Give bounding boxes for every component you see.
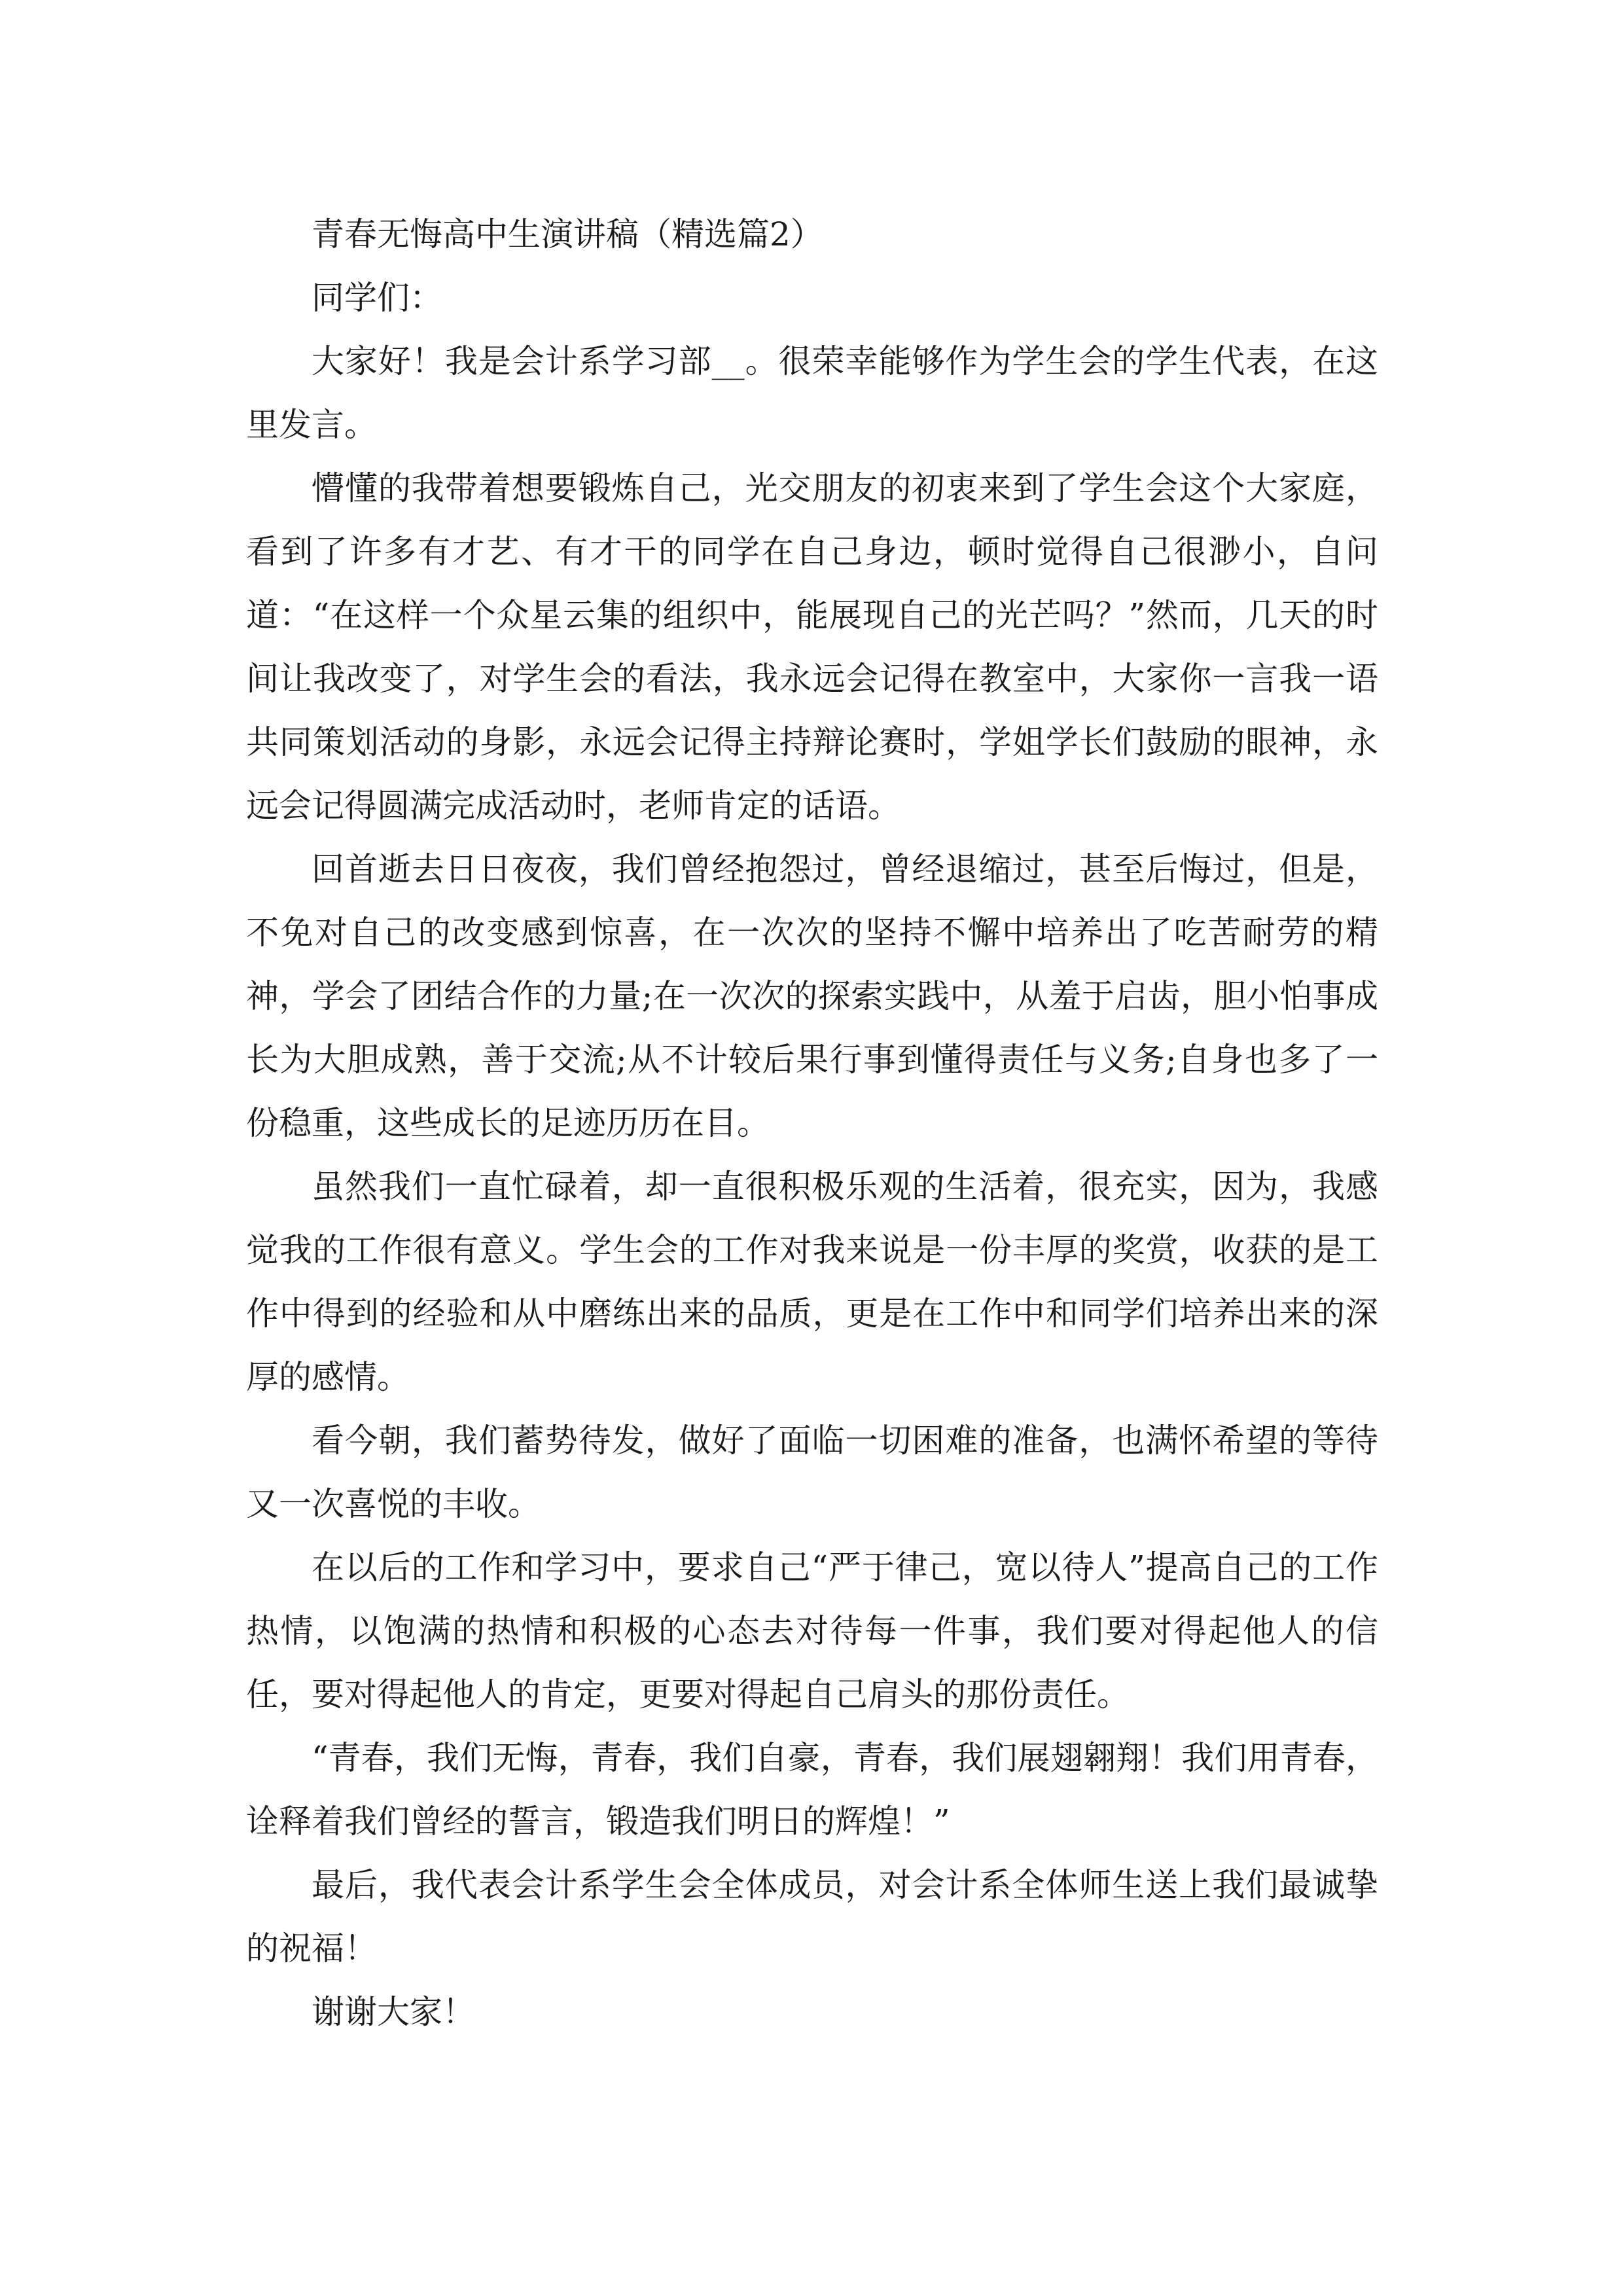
- paragraph: 懵懂的我带着想要锻炼自己，光交朋友的初衷来到了学生会这个大家庭，看到了许多有才艺、有才干的同学在自己身边，顿时觉得自己很渺小，自问道：“在这样一个众星云集的组织中，能展现自己的光芒吗？”然而，几天的时间让我改变了，对学生会的看法，我永远会记得在教室中，大家你一言我一语共同策划活动的身影，永远会记得主持辩论赛时，学姐学长们鼓励的眼神，永远会记得圆满完成活动时，老师肯定的话语。: [246, 469, 1378, 825]
- paragraph: “青春，我们无悔，青春，我们自豪，青春，我们展翅翱翔！我们用青春，诠释着我们曾经的誓言，锻造我们明日的辉煌！”: [246, 1739, 1378, 1840]
- document-title: 青春无悔高中生演讲稿（精选篇2）: [312, 215, 823, 253]
- document-body: [246, 203, 1378, 2044]
- paragraph: 在以后的工作和学习中，要求自己“严于律己，宽以待人”提高自己的工作热情，以饱满的热情和积极的心态去对待每一件事，我们要对得起他人的信任，要对得起他人的肯定，更要对得起自己肩头的那份责任。: [246, 1549, 1378, 1713]
- closing: 谢谢大家！: [312, 1993, 475, 2031]
- paragraph: 大家好！我是会计系学习部__。很荣幸能够作为学生会的学生代表，在这里发言。: [246, 342, 1378, 444]
- paragraph: 看今朝，我们蓄势待发，做好了面临一切困难的准备，也满怀希望的等待又一次喜悦的丰收。: [246, 1422, 1378, 1523]
- paragraph: 虽然我们一直忙碌着，却一直很积极乐观的生活着，很充实，因为，我感觉我的工作很有意义。学生会的工作对我来说是一份丰厚的奖赏，收获的是工作中得到的经验和从中磨练出来的品质，更是在工作中和同学们培养出来的深厚的感情。: [246, 1168, 1378, 1396]
- paragraph: 回首逝去日日夜夜，我们曾经抱怨过，曾经退缩过，甚至后悔过，但是，不免对自己的改变感到惊喜，在一次次的坚持不懈中培养出了吃苦耐劳的精神，学会了团结合作的力量;在一次次的探索实践中，从羞于启齿，胆小怕事成长为大胆成熟，善于交流;从不计较后果行事到懂得责任与义务;自身也多了一份稳重，这些成长的足迹历历在目。: [246, 850, 1378, 1142]
- salutation: 同学们：: [312, 279, 442, 317]
- paragraph: 最后，我代表会计系学生会全体成员，对会计系全体师生送上我们最诚挚的祝福！: [246, 1866, 1378, 1967]
